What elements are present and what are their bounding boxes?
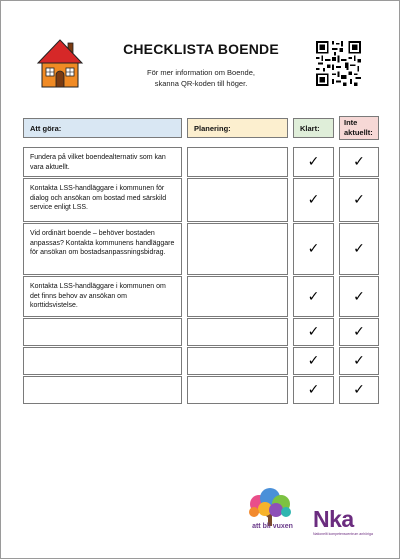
nka-logo: Nka bbox=[313, 506, 354, 532]
subtitle-line-2: skanna QR-koden till höger. bbox=[154, 79, 248, 88]
planning-cell[interactable] bbox=[187, 318, 288, 346]
column-header-not-applicable bbox=[339, 116, 379, 140]
planning-cell[interactable] bbox=[187, 276, 288, 317]
not-applicable-checkbox[interactable]: ✓ bbox=[339, 347, 379, 375]
done-checkbox[interactable]: ✓ bbox=[293, 276, 334, 317]
planning-cell[interactable] bbox=[187, 376, 288, 404]
column-header-planning: Planering: bbox=[187, 118, 288, 138]
planning-cell[interactable] bbox=[187, 347, 288, 375]
done-checkbox[interactable]: ✓ bbox=[293, 376, 334, 404]
not-applicable-checkbox[interactable]: ✓ bbox=[339, 318, 379, 346]
column-header-todo: Att göra: bbox=[23, 118, 182, 138]
not-applicable-checkbox[interactable]: ✓ bbox=[339, 147, 379, 177]
nka-logo-subtitle: Nationellt kompetenscentrum anhöriga bbox=[313, 532, 373, 536]
not-applicable-checkbox[interactable]: ✓ bbox=[339, 223, 379, 275]
subtitle-line-1: För mer information om Boende, bbox=[147, 68, 255, 77]
done-checkbox[interactable]: ✓ bbox=[293, 147, 334, 177]
task-cell: Vid ordinärt boende – behöver bostaden anpassas? Kontakta kommunens handläggare för ansökan om bostadsanpassningsbidrag. bbox=[23, 223, 182, 275]
task-cell: Fundera på vilket boendealternativ som kan vara aktuellt. bbox=[23, 147, 182, 177]
att-bli-vuxen-logo-text: att bli vuxen bbox=[252, 523, 293, 530]
column-header-not-applicable-line-1: Inte bbox=[344, 118, 358, 127]
not-applicable-checkbox[interactable]: ✓ bbox=[339, 376, 379, 404]
planning-cell[interactable] bbox=[187, 147, 288, 177]
task-cell: Kontakta LSS-handläggare i kommunen för dialog och ansökan om bostad med särskild service enligt LSS. bbox=[23, 178, 182, 222]
done-checkbox[interactable]: ✓ bbox=[293, 223, 334, 275]
task-cell bbox=[23, 376, 182, 404]
planning-cell[interactable] bbox=[187, 178, 288, 222]
column-header-not-applicable-line-2: aktuellt: bbox=[344, 128, 373, 137]
column-header-done: Klart: bbox=[293, 118, 334, 138]
not-applicable-checkbox[interactable]: ✓ bbox=[339, 276, 379, 317]
done-checkbox[interactable]: ✓ bbox=[293, 347, 334, 375]
planning-cell[interactable] bbox=[187, 223, 288, 275]
task-cell: Kontakta LSS-handläggare i kommunen om det finns behov av ansökan om korttidsvistelse. bbox=[23, 276, 182, 317]
page-title: CHECKLISTA BOENDE bbox=[123, 41, 279, 57]
qr-code[interactable] bbox=[316, 41, 361, 86]
not-applicable-checkbox[interactable]: ✓ bbox=[339, 178, 379, 222]
house-icon bbox=[36, 37, 84, 89]
page-subtitle bbox=[101, 67, 301, 89]
task-cell bbox=[23, 318, 182, 346]
done-checkbox[interactable]: ✓ bbox=[293, 318, 334, 346]
att-bli-vuxen-logo bbox=[241, 488, 299, 540]
task-cell bbox=[23, 347, 182, 375]
done-checkbox[interactable]: ✓ bbox=[293, 178, 334, 222]
